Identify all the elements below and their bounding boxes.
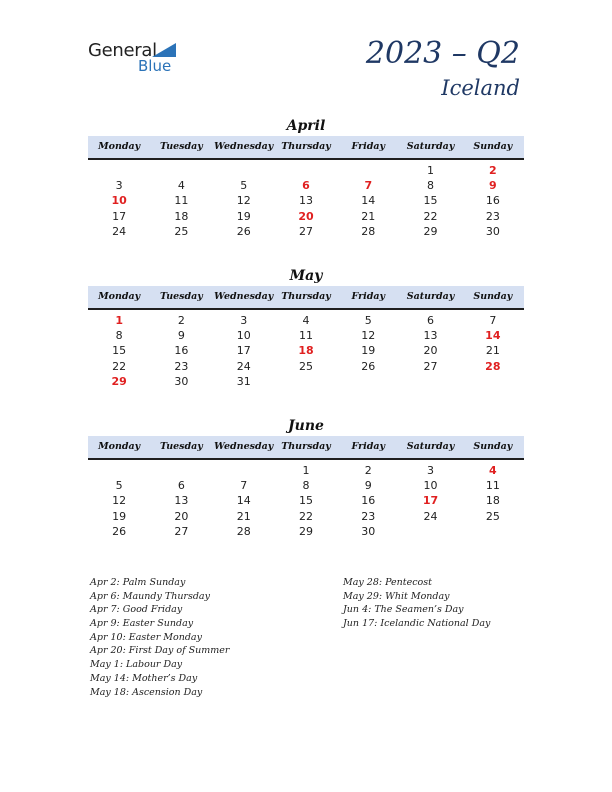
weekday-label: Friday	[351, 291, 386, 302]
day-cell: 12	[236, 194, 251, 208]
page-title	[366, 36, 520, 102]
day-cell: 26	[112, 524, 127, 538]
day-cell: 1	[427, 164, 435, 177]
weekday-label: Thursday	[281, 291, 331, 302]
day-cell: 25	[485, 509, 500, 523]
day-cell: 13	[423, 329, 438, 343]
day-cell	[150, 163, 212, 178]
day-cell	[213, 463, 275, 478]
holiday-day-cell: 29	[111, 374, 127, 388]
holiday-day-cell: 18	[298, 344, 314, 358]
month-april	[88, 116, 524, 239]
day-cell: 16	[361, 494, 376, 508]
day-cell: 27	[423, 359, 438, 373]
week-row	[88, 478, 524, 493]
day-cell: 8	[427, 179, 435, 193]
weekday-label: Monday	[98, 141, 141, 152]
week-row	[88, 374, 524, 389]
weekday-label: Saturday	[406, 441, 455, 452]
day-cell: 28	[361, 224, 376, 238]
day-cell	[88, 163, 150, 178]
day-cell: 4	[302, 314, 310, 327]
day-cell: 13	[298, 194, 313, 208]
day-cell: 27	[298, 224, 313, 238]
day-cell: 16	[174, 344, 189, 358]
day-cell	[275, 374, 337, 389]
weekday-label: Wednesday	[214, 441, 274, 452]
day-cell: 11	[485, 479, 500, 493]
day-cell: 31	[236, 374, 251, 388]
holiday-note: Jun 17: Icelandic National Day	[343, 618, 491, 630]
holiday-note: Jun 4: The Seamen’s Day	[343, 604, 464, 616]
day-grid	[88, 463, 524, 539]
day-cell: 15	[298, 494, 313, 508]
week-row	[88, 163, 524, 178]
day-cell	[399, 374, 461, 389]
day-cell: 22	[298, 509, 313, 523]
day-cell	[462, 524, 524, 539]
weekday-label: Sunday	[473, 291, 513, 302]
day-cell	[275, 163, 337, 178]
weekday-label: Sunday	[473, 141, 513, 152]
day-cell	[462, 374, 524, 389]
day-cell: 3	[115, 179, 123, 193]
week-row	[88, 343, 524, 358]
holiday-note: May 14: Mother’s Day	[90, 672, 198, 684]
holiday-day-cell: 4	[489, 464, 497, 477]
day-cell	[88, 463, 150, 478]
week-row	[88, 209, 524, 224]
day-cell: 3	[427, 464, 435, 477]
year-quarter: 2023 – Q2	[365, 36, 520, 71]
week-row	[88, 524, 524, 539]
week-row	[88, 313, 524, 328]
holiday-day-cell: 1	[115, 314, 123, 327]
holiday-note: May 28: Pentecost	[343, 577, 432, 588]
holiday-note: Apr 7: Good Friday	[90, 604, 183, 616]
holiday-day-cell: 7	[364, 179, 373, 193]
holiday-day-cell: 6	[302, 179, 310, 193]
day-cell: 16	[485, 194, 500, 208]
month-name: April	[286, 118, 326, 134]
holiday-notes-right	[343, 576, 490, 631]
day-cell: 25	[298, 359, 313, 373]
month-name: June	[288, 418, 324, 434]
weekday-label: Wednesday	[214, 291, 274, 302]
day-cell: 20	[423, 344, 438, 358]
weekday-label: Monday	[98, 441, 141, 452]
holiday-note: Apr 6: Maundy Thursday	[90, 590, 210, 602]
week-row	[88, 463, 524, 478]
day-cell: 5	[115, 479, 123, 493]
logo-text-general: General	[88, 40, 157, 61]
weekday-label: Tuesday	[160, 141, 203, 152]
day-cell: 21	[361, 209, 376, 223]
holiday-note: May 18: Ascension Day	[90, 686, 203, 698]
holiday-day-cell: 2	[489, 164, 497, 177]
day-cell: 18	[174, 209, 189, 223]
day-cell: 19	[112, 509, 127, 523]
day-cell: 2	[364, 464, 372, 477]
day-cell	[399, 524, 461, 539]
holiday-day-cell: 20	[298, 209, 314, 223]
week-row	[88, 193, 524, 208]
day-cell: 13	[174, 494, 189, 508]
day-cell: 22	[423, 209, 438, 223]
week-row	[88, 328, 524, 343]
logo-triangle-icon	[152, 43, 176, 57]
day-cell: 14	[361, 194, 376, 208]
day-cell: 22	[112, 359, 127, 373]
holiday-notes-left	[90, 576, 229, 699]
day-cell: 26	[236, 224, 251, 238]
month-name: May	[289, 268, 323, 284]
holiday-note: Apr 2: Palm Sunday	[90, 577, 186, 588]
day-cell: 29	[423, 224, 438, 238]
day-cell: 26	[361, 359, 376, 373]
week-row	[88, 178, 524, 193]
day-cell: 11	[174, 194, 189, 208]
day-cell: 7	[489, 314, 497, 327]
day-cell: 11	[298, 329, 313, 343]
weekday-label: Monday	[98, 291, 141, 302]
day-cell: 18	[485, 494, 500, 508]
day-cell: 19	[361, 344, 376, 358]
day-cell: 19	[236, 209, 251, 223]
day-cell: 27	[174, 524, 189, 538]
day-cell: 20	[174, 509, 189, 523]
day-cell: 15	[423, 194, 438, 208]
holiday-day-cell: 14	[485, 329, 501, 343]
day-cell: 25	[174, 224, 189, 238]
day-cell	[213, 163, 275, 178]
day-cell: 6	[177, 479, 185, 493]
day-cell: 7	[240, 479, 248, 493]
day-cell: 2	[177, 314, 185, 327]
holiday-note: May 29: Whit Monday	[343, 590, 450, 602]
weekday-label: Saturday	[406, 141, 455, 152]
month-may	[88, 266, 524, 389]
holiday-note: Apr 10: Easter Monday	[90, 631, 202, 643]
holiday-note: Apr 20: First Day of Summer	[90, 645, 230, 657]
day-cell: 4	[177, 179, 185, 193]
holiday-day-cell: 28	[485, 359, 501, 373]
holiday-note: May 1: Labour Day	[90, 659, 183, 671]
day-cell: 30	[485, 224, 500, 238]
day-grid	[88, 163, 524, 239]
day-cell	[337, 163, 399, 178]
weekday-label: Thursday	[281, 141, 331, 152]
day-cell: 5	[364, 314, 372, 327]
day-cell: 12	[112, 494, 127, 508]
day-cell: 14	[236, 494, 251, 508]
day-cell: 9	[177, 329, 185, 343]
weekday-label: Sunday	[473, 441, 513, 452]
country-name: Iceland	[441, 76, 520, 100]
weekday-label: Friday	[351, 141, 386, 152]
day-cell: 30	[361, 524, 376, 538]
week-row	[88, 359, 524, 374]
weekday-label: Friday	[351, 441, 386, 452]
day-cell: 10	[236, 329, 251, 343]
day-cell: 23	[485, 209, 500, 223]
week-row	[88, 509, 524, 524]
week-row	[88, 224, 524, 239]
day-cell	[150, 463, 212, 478]
weekday-label: Wednesday	[214, 141, 274, 152]
holiday-day-cell: 17	[422, 494, 439, 508]
week-row	[88, 493, 524, 508]
day-cell: 1	[302, 464, 310, 477]
day-cell: 21	[236, 509, 251, 523]
weekday-label: Tuesday	[160, 441, 203, 452]
day-cell: 5	[240, 179, 248, 193]
holiday-day-cell: 10	[111, 194, 127, 208]
weekday-header	[88, 436, 524, 460]
holiday-day-cell: 9	[489, 179, 497, 193]
day-cell: 29	[298, 524, 313, 538]
day-cell: 30	[174, 374, 189, 388]
weekday-label: Tuesday	[160, 291, 203, 302]
day-cell: 24	[423, 509, 438, 523]
day-cell: 10	[423, 479, 438, 493]
day-cell: 24	[236, 359, 251, 373]
day-cell: 23	[361, 509, 376, 523]
day-cell: 8	[302, 479, 310, 493]
weekday-label: Thursday	[281, 441, 331, 452]
day-cell: 9	[364, 479, 372, 493]
day-cell: 12	[361, 329, 376, 343]
day-cell: 6	[427, 314, 435, 327]
day-cell: 15	[112, 344, 127, 358]
day-cell	[337, 374, 399, 389]
logo-text-blue: Blue	[138, 57, 172, 75]
day-cell: 23	[174, 359, 189, 373]
day-cell: 24	[112, 224, 127, 238]
month-june	[88, 416, 524, 539]
weekday-header	[88, 136, 524, 160]
day-cell: 8	[115, 329, 123, 343]
weekday-header	[88, 286, 524, 310]
logo	[88, 40, 188, 76]
holiday-note: Apr 9: Easter Sunday	[90, 618, 194, 630]
day-cell: 28	[236, 524, 251, 538]
day-cell: 3	[240, 314, 248, 327]
day-cell: 21	[485, 344, 500, 358]
day-grid	[88, 313, 524, 389]
weekday-label: Saturday	[406, 291, 455, 302]
day-cell: 17	[236, 344, 251, 358]
day-cell: 17	[112, 209, 127, 223]
